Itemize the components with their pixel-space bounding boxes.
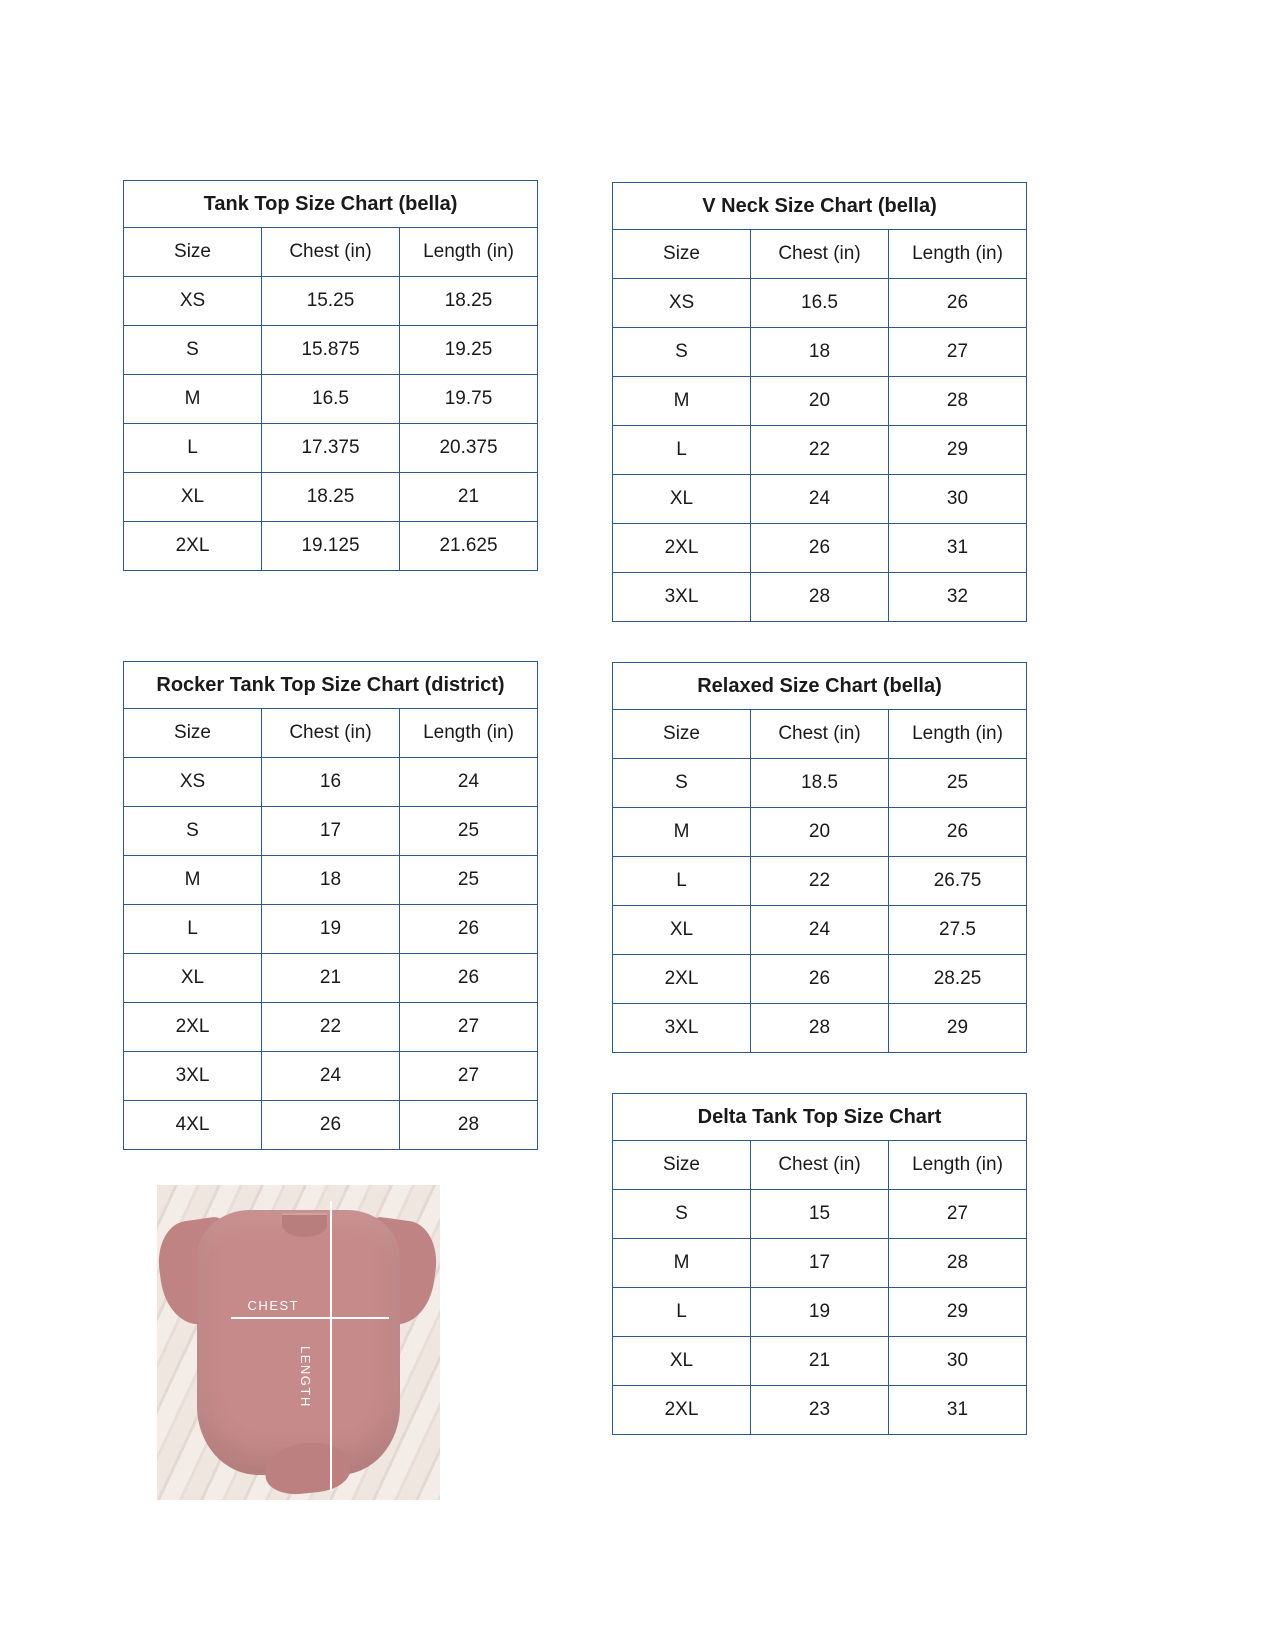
cell-length: 29 [889,426,1027,475]
cell-length: 26 [889,279,1027,328]
cell-size: M [613,1239,751,1288]
cell-length: 21 [400,473,538,522]
table-row [124,473,538,522]
cell-size: S [613,759,751,808]
cell-chest: 18 [751,328,889,377]
cell-length: 27 [400,1052,538,1101]
cell-size: 3XL [613,1004,751,1053]
table-row [613,1239,1027,1288]
cell-chest: 19.125 [262,522,400,571]
cell-chest: 24 [751,475,889,524]
table-header-row [613,1141,1027,1190]
cell-size: L [613,857,751,906]
table-row [613,524,1027,573]
cell-chest: 28 [751,573,889,622]
table-row [124,1052,538,1101]
column-header-length: Length (in) [400,709,538,758]
cell-chest: 16.5 [262,375,400,424]
cell-size: L [613,1288,751,1337]
table-row [613,906,1027,955]
column-header-size: Size [124,709,262,758]
cell-chest: 15 [751,1190,889,1239]
cell-chest: 17 [262,807,400,856]
cell-length: 20.375 [400,424,538,473]
cell-size: 2XL [613,524,751,573]
chart-title-row [124,662,538,709]
cell-length: 26 [400,905,538,954]
chart-title: Rocker Tank Top Size Chart (district) [124,662,538,709]
chart-title-row [124,181,538,228]
column-header-size: Size [613,1141,751,1190]
cell-length: 29 [889,1288,1027,1337]
chart-title: V Neck Size Chart (bella) [613,183,1027,230]
cell-size: XS [124,277,262,326]
table-row [613,377,1027,426]
cell-length: 26.75 [889,857,1027,906]
table-row [613,279,1027,328]
column-header-length: Length (in) [889,230,1027,279]
size-chart-tank-top-bella [123,180,538,571]
table-row [613,573,1027,622]
cell-length: 25 [889,759,1027,808]
cell-length: 18.25 [400,277,538,326]
cell-size: 2XL [124,522,262,571]
cell-chest: 18.5 [751,759,889,808]
cell-size: XL [613,475,751,524]
cell-size: 4XL [124,1101,262,1150]
table-row [124,277,538,326]
chart-title: Delta Tank Top Size Chart [613,1094,1027,1141]
cell-length: 28.25 [889,955,1027,1004]
cell-chest: 26 [751,524,889,573]
cell-length: 19.75 [400,375,538,424]
table-row [124,758,538,807]
cell-chest: 26 [751,955,889,1004]
cell-size: XL [124,954,262,1003]
cell-length: 28 [889,1239,1027,1288]
column-header-length: Length (in) [889,710,1027,759]
cell-size: M [124,856,262,905]
table-row [124,375,538,424]
size-chart-rocker-tank-top-district [123,661,538,1150]
column-header-chest: Chest (in) [262,228,400,277]
shirt-body [197,1210,401,1475]
cell-chest: 17 [751,1239,889,1288]
chest-measure-label: CHEST [247,1298,300,1314]
cell-length: 21.625 [400,522,538,571]
cell-chest: 26 [262,1101,400,1150]
cell-size: M [613,377,751,426]
cell-length: 27 [400,1003,538,1052]
table-row [613,1288,1027,1337]
chest-measure-line [231,1317,389,1319]
column-header-size: Size [124,228,262,277]
cell-chest: 17.375 [262,424,400,473]
table-row [124,807,538,856]
cell-chest: 24 [262,1052,400,1101]
cell-size: XL [613,906,751,955]
column-header-length: Length (in) [889,1141,1027,1190]
left-column [123,180,538,1150]
chart-title-row [613,663,1027,710]
cell-size: 2XL [613,955,751,1004]
tshirt-photo [157,1185,440,1500]
size-chart-relaxed-bella [612,662,1027,1053]
cell-length: 26 [889,808,1027,857]
cell-chest: 15.875 [262,326,400,375]
cell-chest: 18.25 [262,473,400,522]
length-measure-label: LENGTH [297,1345,313,1408]
cell-length: 24 [400,758,538,807]
table-row [613,857,1027,906]
cell-chest: 23 [751,1386,889,1435]
cell-size: M [613,808,751,857]
table-header-row [124,709,538,758]
cell-chest: 16 [262,758,400,807]
column-header-chest: Chest (in) [262,709,400,758]
cell-size: XS [124,758,262,807]
cell-size: XS [613,279,751,328]
table-row [613,475,1027,524]
column-header-chest: Chest (in) [751,230,889,279]
cell-length: 30 [889,1337,1027,1386]
table-row [613,328,1027,377]
table-row [124,326,538,375]
table-row [124,905,538,954]
column-header-size: Size [613,230,751,279]
table-row [613,1190,1027,1239]
size-chart-delta-tank-top [612,1093,1027,1435]
cell-length: 29 [889,1004,1027,1053]
chart-title-row [613,1094,1027,1141]
cell-chest: 19 [262,905,400,954]
cell-size: S [124,326,262,375]
cell-chest: 20 [751,377,889,426]
spacer [612,622,1027,662]
cell-chest: 22 [751,857,889,906]
cell-length: 26 [400,954,538,1003]
cell-chest: 20 [751,808,889,857]
table-row [613,808,1027,857]
cell-size: S [124,807,262,856]
column-header-size: Size [613,710,751,759]
table-row [124,1003,538,1052]
cell-length: 30 [889,475,1027,524]
cell-size: L [124,905,262,954]
measurement-photo [157,1185,440,1500]
cell-size: L [613,426,751,475]
column-header-length: Length (in) [400,228,538,277]
table-row [613,1386,1027,1435]
cell-size: XL [613,1337,751,1386]
spacer [123,571,538,661]
table-row [613,426,1027,475]
cell-size: M [124,375,262,424]
table-row [124,954,538,1003]
table-row [613,1337,1027,1386]
cell-size: S [613,328,751,377]
cell-chest: 18 [262,856,400,905]
cell-size: XL [124,473,262,522]
table-row [124,522,538,571]
table-row [613,955,1027,1004]
cell-length: 32 [889,573,1027,622]
column-header-chest: Chest (in) [751,710,889,759]
length-measure-line [330,1201,332,1491]
cell-length: 27.5 [889,906,1027,955]
chart-title: Relaxed Size Chart (bella) [613,663,1027,710]
cell-length: 27 [889,1190,1027,1239]
table-row [613,759,1027,808]
table-row [124,856,538,905]
cell-chest: 21 [751,1337,889,1386]
table-header-row [613,710,1027,759]
table-row [124,424,538,473]
chart-title-row [613,183,1027,230]
cell-length: 25 [400,807,538,856]
cell-chest: 15.25 [262,277,400,326]
cell-chest: 22 [751,426,889,475]
cell-length: 28 [889,377,1027,426]
column-header-chest: Chest (in) [751,1141,889,1190]
cell-chest: 19 [751,1288,889,1337]
cell-length: 19.25 [400,326,538,375]
table-header-row [613,230,1027,279]
cell-size: 2XL [124,1003,262,1052]
chart-title: Tank Top Size Chart (bella) [124,181,538,228]
cell-chest: 24 [751,906,889,955]
size-chart-v-neck-bella [612,182,1027,622]
cell-length: 27 [889,328,1027,377]
cell-chest: 28 [751,1004,889,1053]
cell-length: 25 [400,856,538,905]
cell-length: 31 [889,1386,1027,1435]
table-row [613,1004,1027,1053]
cell-size: 3XL [613,573,751,622]
cell-size: 2XL [613,1386,751,1435]
cell-length: 28 [400,1101,538,1150]
table-header-row [124,228,538,277]
right-column [612,182,1027,1435]
cell-chest: 16.5 [751,279,889,328]
cell-length: 31 [889,524,1027,573]
cell-size: 3XL [124,1052,262,1101]
table-row [124,1101,538,1150]
cell-size: S [613,1190,751,1239]
spacer [612,1053,1027,1093]
cell-size: L [124,424,262,473]
cell-chest: 21 [262,954,400,1003]
cell-chest: 22 [262,1003,400,1052]
